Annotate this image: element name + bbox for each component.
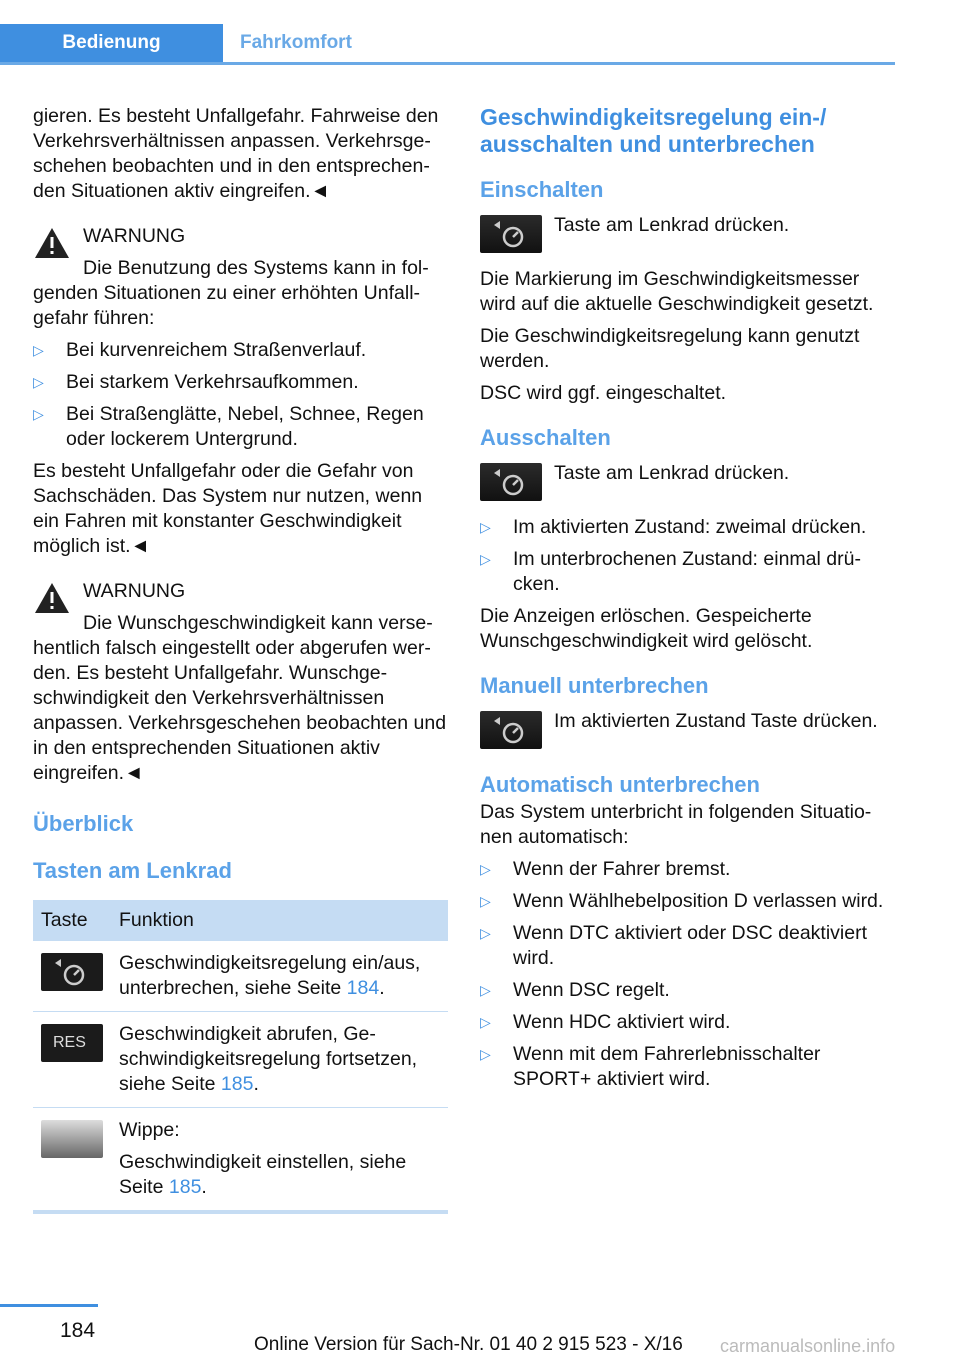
cruise-button-icon	[480, 711, 542, 749]
list-item: ▷ Im unterbrochenen Zustand: einmal drücken.	[480, 548, 861, 595]
page-link[interactable]: 185	[168, 1176, 202, 1198]
list-item: ▷ Bei starkem Verkehrsaufkommen.	[33, 371, 359, 393]
res-button-icon: RES	[41, 1024, 103, 1062]
warning-block	[33, 579, 448, 604]
button-instruction: Im aktivierten Zustand Taste drücken.	[480, 709, 892, 751]
tab-bedienung[interactable]: Bedienung	[0, 24, 223, 62]
button-instruction: Taste am Lenkrad drücken.	[480, 213, 892, 255]
table-header: Funktion	[111, 900, 448, 941]
warning-text: Die Benutzung des Systems kann in folgenden Situationen zu einer erhöhten Unfallgefahr führen:	[33, 257, 429, 329]
warning-triangle-icon	[33, 226, 71, 260]
paragraph: Die Geschwindigkeitsregelung kann genutzt werden.	[480, 325, 860, 372]
table-cell: Wippe: Geschwindigkeit einstellen, siehe Seite 185.	[111, 1108, 448, 1213]
paragraph: Das System unterbricht in folgenden Situationen automatisch:	[480, 801, 872, 848]
cruise-button-icon	[41, 953, 103, 991]
paragraph: Es besteht Unfallgefahr oder die Gefahr von Sachschäden. Das System nur nutzen, wenn ein Fahren mit konstanter Geschwindigkeit möglich ist.◄	[33, 460, 423, 557]
triangle-bullet-icon: ▷	[33, 342, 44, 358]
list-item: ▷ Wenn HDC aktiviert wird.	[480, 1011, 731, 1033]
off-list	[480, 515, 892, 597]
warning-text: Die Wunschgeschwindigkeit kann versehentlich falsch eingestellt oder abgerufen werden. Es besteht Unfallgefahr. Wunschgeschwindigkeit den Verkehrsverhältnissen anpassen. Verkehrsgeschehen beobachten und in den entsprechenden Situationen aktiv eingreifen.◄	[33, 612, 447, 784]
warning-title: WARNUNG	[83, 580, 186, 602]
table-cell: Geschwindigkeit abrufen, Geschwindigkeitsregelung fortsetzen, siehe Seite 185.	[111, 1012, 448, 1108]
buttons-table	[33, 900, 448, 1214]
rocker-button-icon	[41, 1120, 103, 1158]
heading-on: Einschalten	[480, 177, 604, 202]
list-item: ▷ Wenn DTC aktiviert oder DSC deaktiviert wird.	[480, 922, 868, 969]
triangle-bullet-icon: ▷	[33, 406, 44, 422]
auto-list	[480, 857, 892, 1092]
triangle-bullet-icon: ▷	[480, 982, 491, 998]
list-item: ▷ Wenn mit dem Fahrerlebnisschalter SPORT+ aktiviert wird.	[480, 1043, 821, 1090]
triangle-bullet-icon: ▷	[33, 374, 44, 390]
list-item: ▷ Bei Straßenglätte, Nebel, Schnee, Regen oder lockerem Untergrund.	[33, 403, 424, 450]
footer-rule	[0, 1304, 98, 1307]
warning-triangle-icon	[33, 581, 71, 615]
heading-manual: Manuell unterbrechen	[480, 673, 709, 698]
list-item: ▷ Im aktivierten Zustand: zweimal drücken.	[480, 516, 867, 538]
right-column	[480, 104, 892, 1099]
heading-auto: Automatisch unterbrechen	[480, 772, 760, 797]
triangle-bullet-icon: ▷	[480, 1014, 491, 1030]
left-column	[33, 104, 448, 1214]
table-row	[33, 941, 448, 1012]
list-item: ▷ Wenn der Fahrer bremst.	[480, 858, 731, 880]
warning-title: WARNUNG	[83, 225, 186, 247]
watermark: carmanualsonline.info	[720, 1336, 896, 1356]
list-item: ▷ Bei kurvenreichem Straßenverlauf.	[33, 339, 367, 361]
warning-block	[33, 224, 448, 249]
heading-buttons: Tasten am Lenkrad	[33, 858, 232, 883]
page-link[interactable]: 184	[346, 977, 380, 999]
cruise-button-icon	[480, 463, 542, 501]
button-instruction: Taste am Lenkrad drücken.	[480, 461, 892, 503]
paragraph: DSC wird ggf. eingeschaltet.	[480, 382, 727, 404]
heading-off: Ausschalten	[480, 425, 611, 450]
table-row	[33, 1012, 448, 1108]
paragraph: Die Anzeigen erlöschen. Gespeicherte Wunschgeschwindigkeit wird gelöscht.	[480, 605, 813, 652]
list-item: ▷ Wenn Wählhebelposition D verlassen wird.	[480, 890, 884, 912]
triangle-bullet-icon: ▷	[480, 519, 491, 535]
warning-list	[33, 338, 448, 452]
triangle-bullet-icon: ▷	[480, 893, 491, 909]
table-header: Taste	[33, 900, 111, 941]
heading-overview: Überblick	[33, 811, 134, 836]
triangle-bullet-icon: ▷	[480, 1046, 491, 1062]
list-item: ▷ Wenn DSC regelt.	[480, 979, 670, 1001]
heading-main: Geschwindigkeitsregelung ein-/ ausschalten und unterbrechen	[480, 104, 827, 157]
cruise-button-icon	[480, 215, 542, 253]
table-cell: Geschwindigkeitsregelung ein/aus, unterbrechen, siehe Seite 184.	[111, 941, 448, 1012]
table-row	[33, 1108, 448, 1213]
header-tabs	[0, 24, 895, 65]
paragraph: gieren. Es besteht Unfallgefahr. Fahrweise den Verkehrsverhältnissen anpassen. Verkehrsgeschehen beobachten und in den entsprechenden Situationen aktiv eingreifen.◄	[33, 105, 439, 202]
page-link[interactable]: 185	[220, 1073, 254, 1095]
paragraph: Die Markierung im Geschwindigkeitsmesser wird auf die aktuelle Geschwindigkeit gesetzt.	[480, 268, 874, 315]
triangle-bullet-icon: ▷	[480, 861, 491, 877]
triangle-bullet-icon: ▷	[480, 925, 491, 941]
triangle-bullet-icon: ▷	[480, 551, 491, 567]
footer-online-version: Online Version für Sach-Nr. 01 40 2 915 523 - X/16	[254, 1334, 683, 1355]
tab-fahrkomfort[interactable]: Fahrkomfort	[240, 32, 352, 53]
page-number: 184	[60, 1319, 96, 1342]
